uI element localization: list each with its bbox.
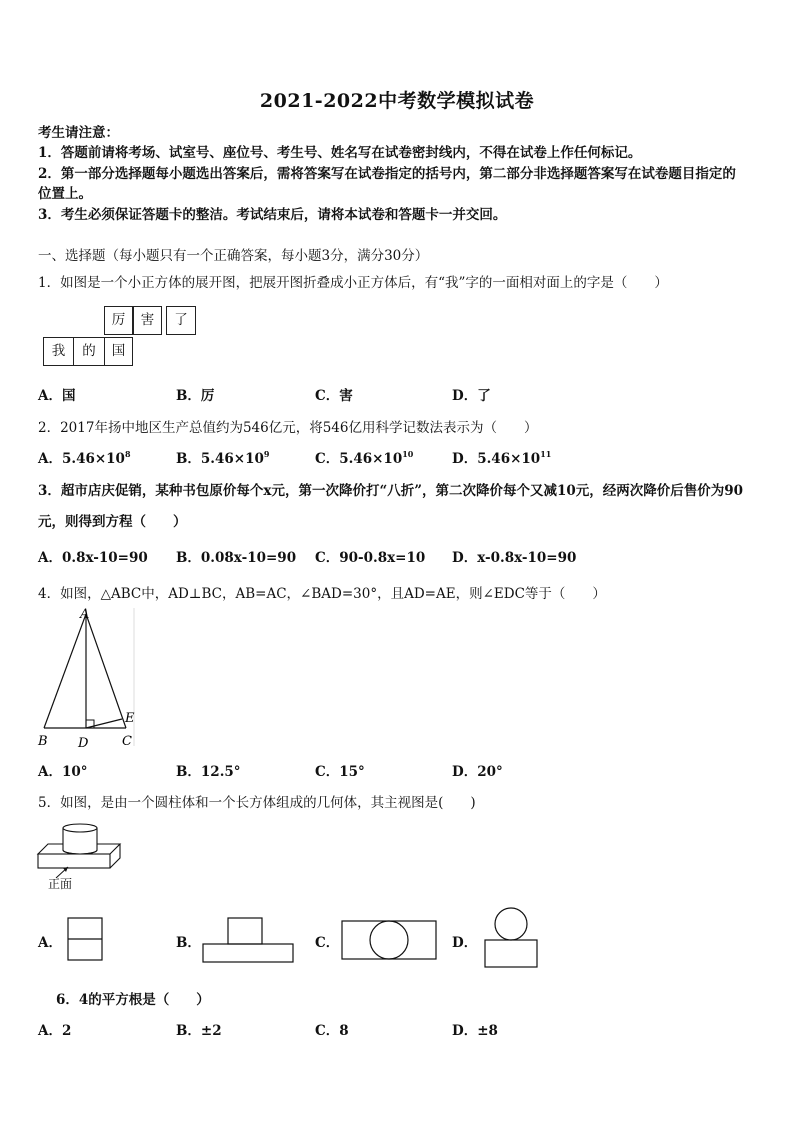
q3-option-c[interactable]: C．90-0.8x=10: [315, 550, 426, 566]
net-cell: 了: [166, 306, 196, 335]
q1-option-b[interactable]: B．厉: [176, 388, 215, 404]
net-cell: 厉: [104, 306, 133, 335]
q5-option-b-figure[interactable]: [201, 916, 297, 966]
q6-option-d[interactable]: D．±8: [452, 1023, 498, 1039]
q1-stem: 1．如图是一个小正方体的展开图，把展开图折叠成小正方体后，有“我”字的一面相对面上的字是（ ）: [38, 275, 668, 291]
label-b: B: [38, 734, 48, 749]
notice-heading: 考生请注意：: [38, 125, 119, 141]
net-cell: 我: [43, 337, 74, 366]
q5-option-c[interactable]: C．: [315, 935, 340, 951]
q5-option-b[interactable]: B．: [176, 935, 201, 951]
q4-option-c[interactable]: C．15°: [315, 764, 365, 780]
q6-option-b[interactable]: B．±2: [176, 1023, 222, 1039]
q4-option-b[interactable]: B．12.5°: [176, 764, 241, 780]
q1-option-c[interactable]: C．害: [315, 388, 353, 404]
q6-stem: 6．4的平方根是（ ）: [56, 992, 210, 1008]
net-cell: 害: [133, 306, 162, 335]
notice-item-1: 1．答题前请将考场、试室号、座位号、考生号、姓名写在试卷密封线内，不得在试卷上作任何标记。: [38, 145, 642, 161]
label-e: E: [125, 711, 135, 726]
q4-stem: 4．如图，△ABC中，AD⊥BC，AB=AC，∠BAD=30°，且AD=AE，则∠EDC等于（ ）: [38, 586, 606, 602]
label-c: C: [122, 734, 132, 749]
q6-option-a[interactable]: A．2: [38, 1023, 72, 1039]
q3-option-a[interactable]: A．0.8x-10=90: [38, 550, 148, 566]
q4-triangle-figure: [34, 606, 138, 751]
label-d: D: [78, 736, 89, 751]
q5-stem: 5．如图，是由一个圆柱体和一个长方体组成的几何体，其主视图是( ): [38, 795, 476, 811]
q4-option-a[interactable]: A．10°: [38, 764, 88, 780]
q5-option-c-figure[interactable]: [340, 918, 440, 964]
q5-option-d-figure[interactable]: [482, 905, 542, 971]
label-a: A: [80, 607, 90, 622]
q2-stem: 2．2017年扬中地区生产总值约为546亿元，将546亿用科学记数法表示为（ ）: [38, 420, 538, 436]
notice-item-3: 3．考生必须保证答题卡的整洁。考试结束后，请将本试卷和答题卡一并交回。: [38, 207, 507, 223]
q3-stem-line2: 元，则得到方程（ ）: [38, 514, 187, 530]
q5-front-label: 正面: [48, 877, 73, 891]
exam-title: 2021-2022中考数学模拟试卷: [259, 90, 535, 112]
q2-option-d[interactable]: D．$5.46\times 10^{11}$: [452, 449, 552, 467]
q6-option-c[interactable]: C．8: [315, 1023, 349, 1039]
q5-option-a-figure[interactable]: [66, 916, 106, 964]
q5-option-a[interactable]: A．: [38, 935, 62, 951]
q3-stem-line1: 3．超市店庆促销，某种书包原价每个x元，第一次降价打“八折”，第二次降价每个又减10元，经两次降价后售价为90: [38, 483, 744, 499]
q4-option-d[interactable]: D．20°: [452, 764, 503, 780]
q2-option-c[interactable]: C．$5.46\times 10^{10}$: [315, 449, 414, 467]
q2-option-b[interactable]: B．$5.46\times 10^9$: [176, 449, 270, 467]
q1-option-d[interactable]: D．了: [452, 388, 491, 404]
q3-option-b[interactable]: B．0.08x-10=90: [176, 550, 297, 566]
q1-option-a[interactable]: A．国: [38, 388, 76, 404]
q2-option-a[interactable]: A．$5.46\times 10^8$: [38, 449, 131, 467]
q5-option-d[interactable]: D．: [452, 935, 478, 951]
net-cell: 国: [104, 337, 133, 366]
q3-option-d[interactable]: D．x-0.8x-10=90: [452, 550, 577, 566]
notice-item-2: 2．第一部分选择题每小题选出答案后，需将答案写在试卷指定的括号内，第二部分非选择题答案写在试卷题目指定的: [38, 166, 736, 182]
section-heading: 一、选择题（每小题只有一个正确答案，每小题3分，满分30分）: [38, 248, 429, 264]
notice-item-2-cont: 位置上。: [38, 186, 92, 202]
net-cell: 的: [73, 337, 105, 366]
